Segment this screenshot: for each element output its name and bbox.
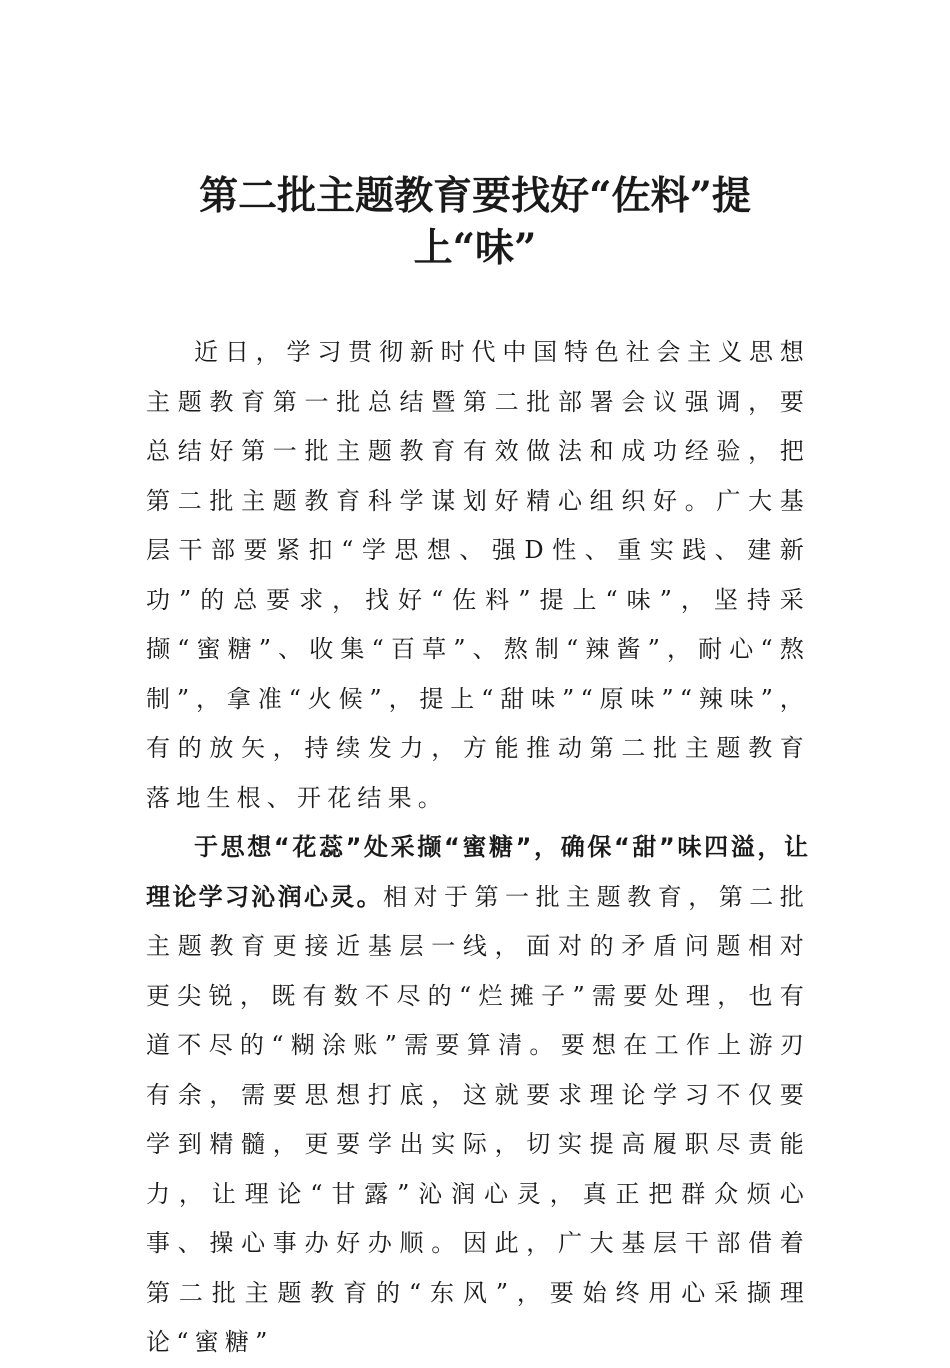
paragraph-1 — [146, 328, 810, 823]
paragraph-2-lead: 于思想“花蕊”处采撷“蜜糖”，确保“甜”味四溢，让理论学习沁润心灵。 — [146, 833, 810, 911]
document-body — [146, 328, 810, 1368]
document-title: 第二批主题教育要找好“佐料”提上“味” — [199, 173, 751, 271]
paragraph-2 — [146, 823, 810, 1368]
paragraph-2-text: 相对于第一批主题教育，第二批主题教育更接近基层一线，面对的矛盾问题相对更尖锐，既有数不尽的“烂摊子”需要处理，也有道不尽的“糊涂账”需要算清。要想在工作上游刃有余，需要思想打底，这就要求理论学习不仅要学到精髓，更要学出实际，切实提高履职尽责能力，让理论“甘露”沁润心灵，真正把群众烦心事、操心事办好办顺。因此，广大基层干部借着第二批主题教育的“东风”，要始终用心采撷理论“蜜糖” — [146, 882, 810, 1356]
paragraph-1-text: 近日，学习贯彻新时代中国特色社会主义思想主题教育第一批总结暨第二批部署会议强调，要总结好第一批主题教育有效做法和成功经验，把第二批主题教育科学谋划好精心组织好。广大基层干部要紧扣“学思想、强D性、重实践、建新功”的总要求，找好“佐料”提上“味”，坚持采撷“蜜糖”、收集“百草”、熬制“辣酱”，耐心“熬制”，拿准“火候”，提上“甜味”“原味”“辣味”，有的放矢，持续发力，方能推动第二批主题教育落地生根、开花结果。 — [146, 338, 810, 812]
